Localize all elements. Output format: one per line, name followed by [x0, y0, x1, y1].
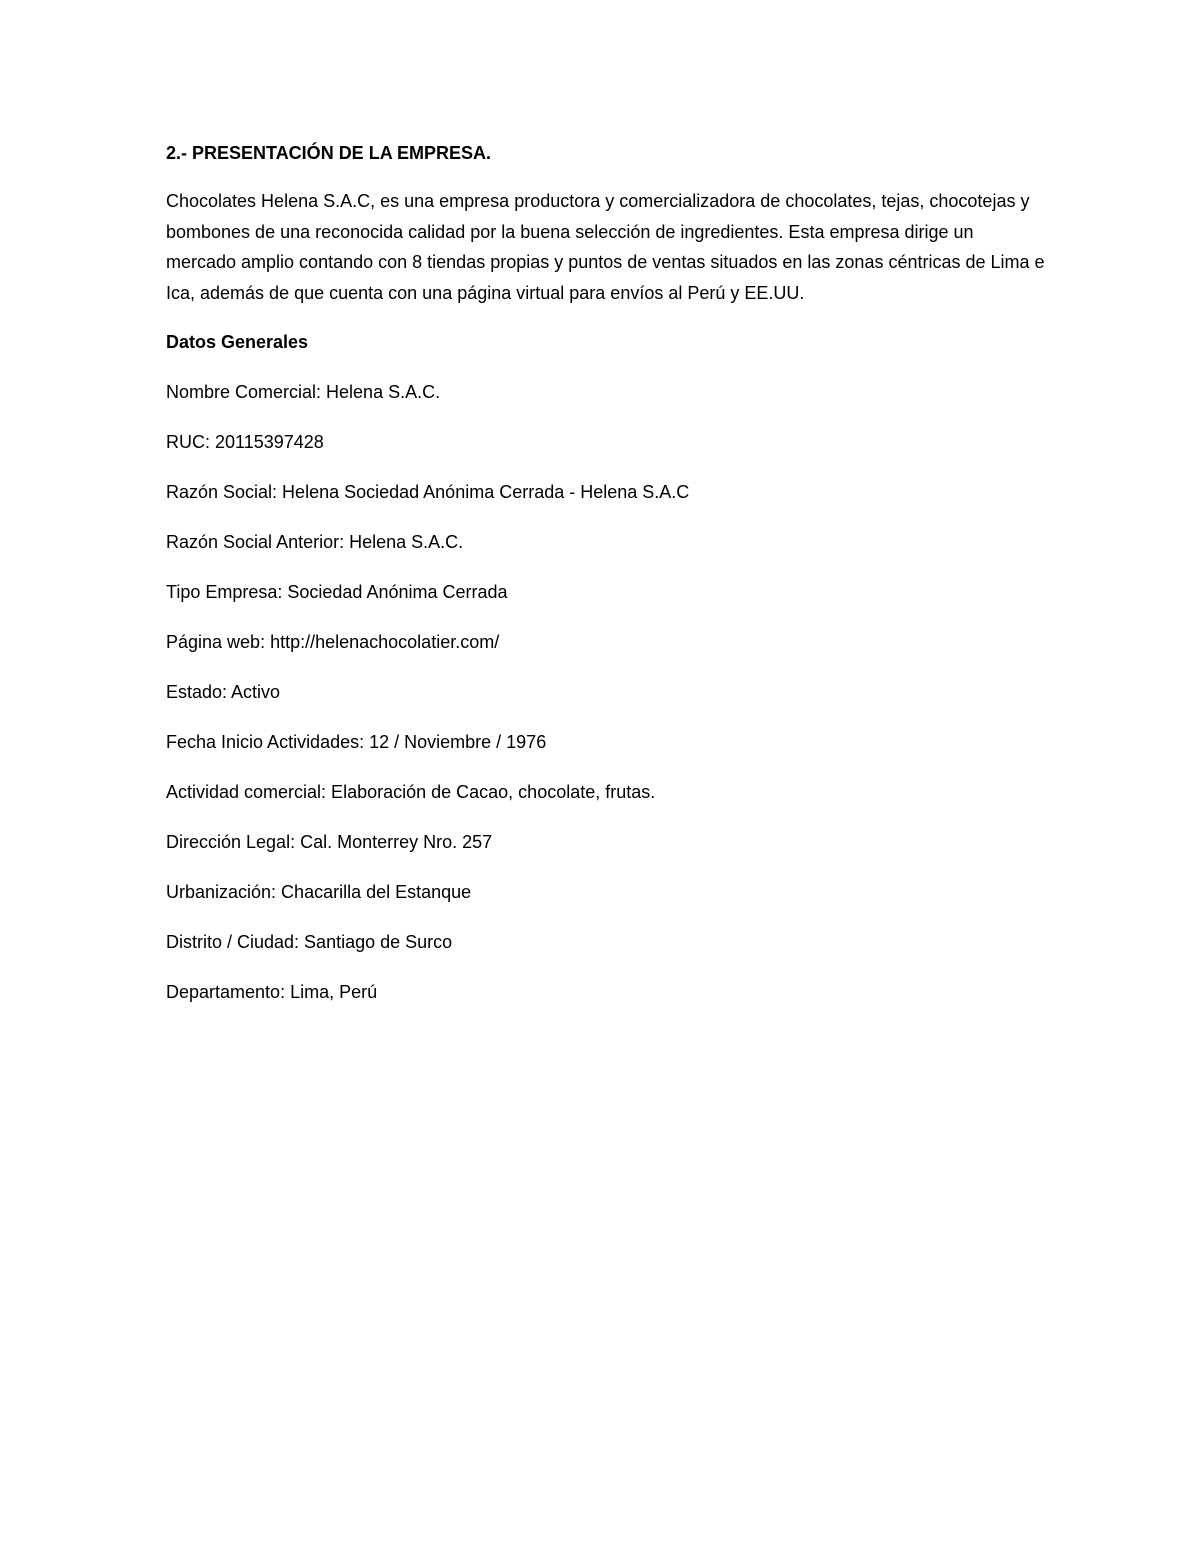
- field-pagina-web: Página web: http://helenachocolatier.com/: [166, 632, 500, 652]
- field-razon-social-anterior: Razón Social Anterior: Helena S.A.C.: [166, 532, 464, 552]
- field-departamento: Departamento: Lima, Perú: [166, 982, 378, 1002]
- general-data-list: [166, 377, 1046, 1007]
- field-direccion-legal: Dirección Legal: Cal. Monterrey Nro. 257: [166, 832, 493, 852]
- field-ruc: RUC: 20115397428: [166, 432, 324, 452]
- field-estado: Estado: Activo: [166, 682, 281, 702]
- field-razon-social: Razón Social: Helena Sociedad Anónima Cerrada - Helena S.A.C: [166, 482, 690, 502]
- intro-paragraph: Chocolates Helena S.A.C, es una empresa productora y comercializadora de chocolates, tejas, chocotejas y bombones de una reconocida calidad por la buena selección de ingredientes. Esta empresa dirige un mercado amplio contando con 8 tiendas propias y puntos de ventas situados en las zonas céntricas de Lima e Ica, además de que cuenta con una página virtual para envíos al Perú y EE.UU.: [166, 191, 1045, 303]
- field-distrito-ciudad: Distrito / Ciudad: Santiago de Surco: [166, 932, 453, 952]
- field-urbanizacion: Urbanización: Chacarilla del Estanque: [166, 882, 472, 902]
- general-data-heading: Datos Generales: [166, 332, 309, 352]
- document-body: [166, 138, 1046, 1007]
- field-fecha-inicio: Fecha Inicio Actividades: 12 / Noviembre / 1976: [166, 732, 547, 752]
- field-actividad-comercial: Actividad comercial: Elaboración de Cacao, chocolate, frutas.: [166, 782, 656, 802]
- field-nombre-comercial: Nombre Comercial: Helena S.A.C.: [166, 382, 441, 402]
- section-heading: 2.- PRESENTACIÓN DE LA EMPRESA.: [166, 143, 492, 163]
- field-tipo-empresa: Tipo Empresa: Sociedad Anónima Cerrada: [166, 582, 508, 602]
